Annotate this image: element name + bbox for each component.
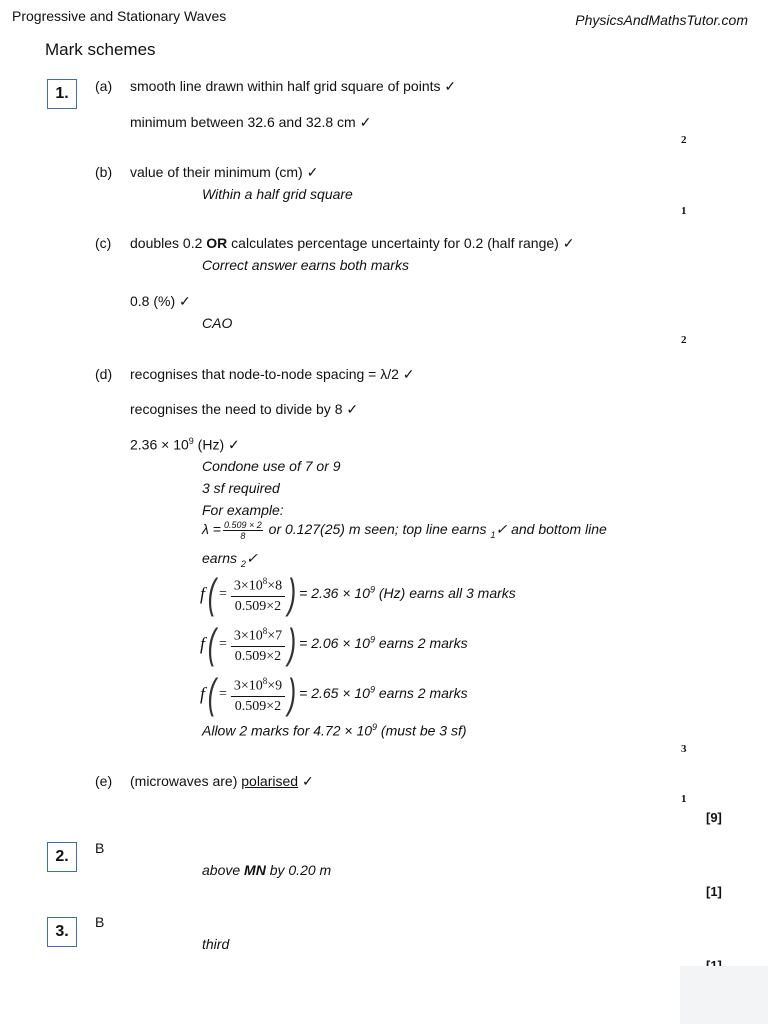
eq-sign-1: =: [219, 586, 227, 602]
eq2-result: = $2.06 \times 10^9$ earns 2 marks: [299, 633, 468, 651]
part-label-e: (e): [95, 773, 113, 789]
note-d-3: For example:: [202, 502, 284, 518]
lambda-fraction: [223, 520, 263, 541]
marks-d: 3: [681, 743, 687, 755]
marks-b: 1: [681, 205, 687, 217]
answer-a-line1: smooth line drawn within half grid square of points ✓: [130, 78, 457, 94]
total-q2: [1]: [706, 884, 722, 899]
eq-sign-3: =: [219, 686, 227, 702]
question-number-3: 3.: [47, 917, 77, 947]
eq3-denominator: 0.509×2: [234, 698, 282, 714]
marks-a: 2: [681, 134, 687, 146]
page-corner-overlay: [680, 966, 768, 1024]
note-d-1: Condone use of 7 or 9: [202, 458, 341, 474]
answer-q3: B: [95, 914, 105, 930]
lambda-sub1: 1: [490, 530, 496, 540]
lambda-line2-post: ✓: [245, 550, 258, 566]
answer-c-line1-post: calculates percentage uncertainty for 0.2 (half range) ✓: [227, 235, 575, 251]
eq2-fraction: [231, 622, 285, 666]
answer-a-line2: minimum between 32.6 and 32.8 cm ✓: [130, 114, 372, 130]
note-q3: third: [202, 936, 230, 952]
answer-c-or: OR: [206, 235, 228, 251]
equation-2: f( = $\frac{3\times 10^8\times 7}{0.509\times 2}$ ) = $2.06 \times 10^9$ earns 2 marks: [200, 619, 468, 667]
lambda-post1: or 0.127(25) m seen; top line earns: [264, 521, 491, 538]
answer-c-line1-pre: doubles 0.2: [130, 235, 207, 251]
eq1-denominator: 0.509×2: [234, 598, 282, 614]
site-name: PhysicsAndMathsTutor.com: [575, 12, 748, 28]
answer-e-line1: (microwaves are) polarised ✓: [130, 773, 314, 789]
eq3-numerator: $3\times 10^8\times 9$: [231, 672, 285, 697]
answer-d-line2: recognises the need to divide by 8 ✓: [130, 401, 359, 417]
part-label-c: (c): [95, 235, 112, 251]
eq2-denominator: 0.509×2: [234, 648, 282, 664]
total-q1: [9]: [706, 810, 722, 825]
eq3-fraction: [231, 672, 285, 716]
part-label-a: (a): [95, 78, 113, 94]
answer-d-line3-pre: 2.36 × 10: [130, 436, 189, 453]
note-d-2: 3 sf required: [202, 480, 280, 496]
answer-d-line3-post: (Hz) ✓: [193, 436, 240, 453]
eq1-fraction: [231, 572, 285, 616]
answer-c-line2: 0.8 (%) ✓: [130, 293, 191, 309]
lambda-line2-pre: earns: [202, 550, 241, 566]
answer-b-line1: value of their minimum (cm) ✓: [130, 164, 319, 180]
document-subject: Progressive and Stationary Waves: [12, 8, 227, 24]
part-label-b: (b): [95, 164, 113, 180]
page-title: Mark schemes: [45, 40, 156, 59]
part-label-d: (d): [95, 366, 113, 382]
question-number-1: 1.: [47, 79, 77, 109]
note-q2: above MN by 0.20 m: [202, 862, 332, 878]
answer-d-line3: [130, 436, 240, 454]
lambda-sub2: 2: [240, 558, 246, 569]
lambda-line2: [202, 550, 258, 569]
f-symbol-1: f: [200, 583, 206, 604]
lambda-post2: ✓ and bottom line: [495, 521, 607, 538]
answer-d-line1: recognises that node-to-node spacing = λ/2 ✓: [130, 366, 415, 382]
lambda-num: 0.509 × 2: [223, 520, 262, 530]
answer-e-polarised: polarised: [241, 773, 299, 789]
eq-sign-2: =: [219, 636, 227, 652]
lambda-den: 8: [240, 531, 246, 541]
question-number-2: 2.: [47, 842, 77, 872]
note-d-allow: Allow 2 marks for $4.72 \times 10^9$ (must be 3 sf): [202, 722, 467, 739]
answer-d-line3-exp: 9: [188, 436, 194, 446]
note-c-2: CAO: [202, 315, 233, 331]
f-symbol-3: f: [200, 683, 206, 704]
note-q2-mn: MN: [244, 862, 266, 878]
equation-3: f( = $\frac{3\times 10^8\times 9}{0.509\times 2}$ ) = $2.65 \times 10^9$ earns 2 marks: [200, 669, 468, 717]
eq3-result: = $2.65 \times 10^9$ earns 2 marks: [299, 683, 468, 701]
note-b-1: Within a half grid square: [202, 186, 353, 202]
note-c-1: Correct answer earns both marks: [202, 257, 409, 273]
marks-c: 2: [681, 334, 687, 346]
lambda-pre: λ =: [202, 521, 221, 538]
answer-q2: B: [95, 840, 105, 856]
equation-1: f( = $\frac{3\times 10^8\times 8}{0.509\times 2}$ ) = $2.36 \times 10^9$ (Hz) earns all 3 marks: [200, 569, 516, 617]
marks-e: 1: [681, 793, 687, 805]
eq2-numerator: $3\times 10^8\times 7$: [231, 622, 285, 647]
answer-c-line1: [130, 235, 574, 252]
eq1-result: = $2.36 \times 10^9$ (Hz) earns all 3 marks: [299, 583, 516, 601]
f-symbol-2: f: [200, 633, 206, 654]
lambda-line: [202, 520, 607, 541]
eq1-numerator: $3\times 10^8\times 8$: [231, 572, 285, 597]
